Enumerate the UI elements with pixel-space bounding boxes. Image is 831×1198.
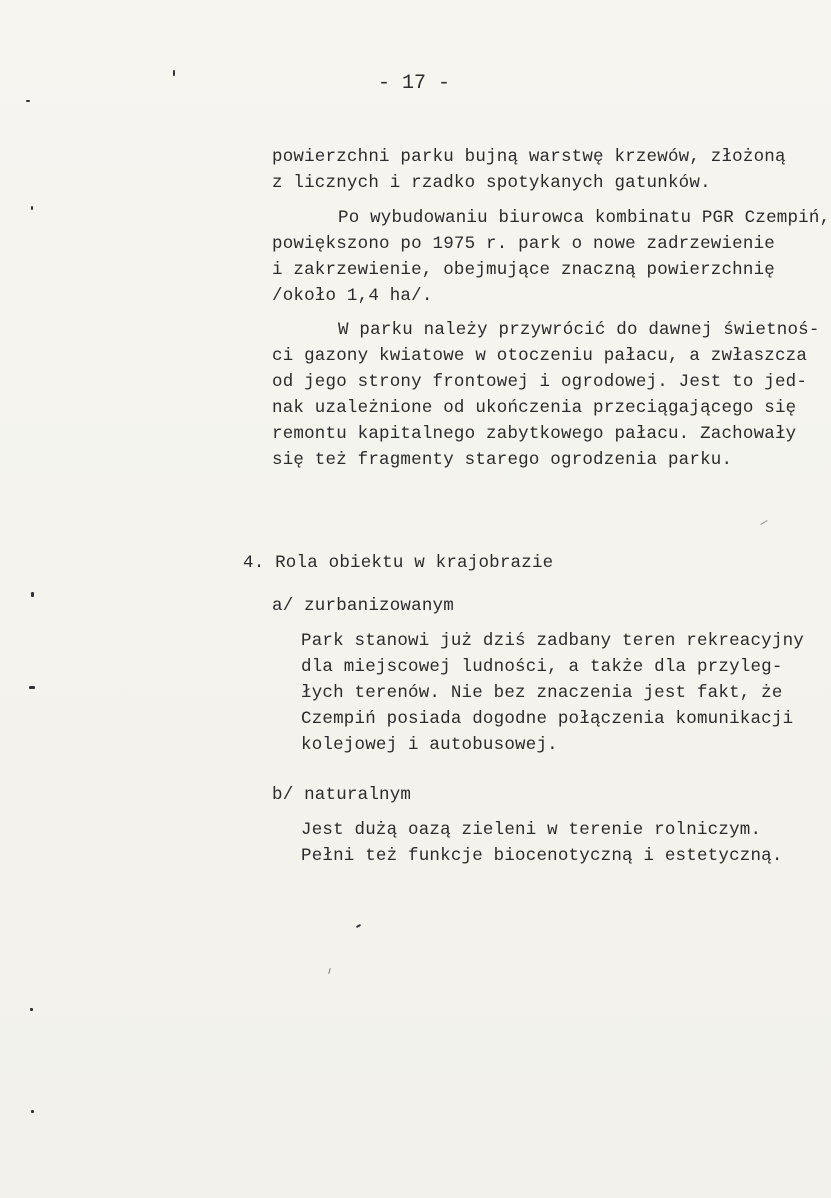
paragraph-2-line-4: /około 1,4 ha/. xyxy=(272,286,433,306)
subsection-b-label: b/ naturalnym xyxy=(272,785,412,805)
paragraph-2-line-1: Po wybudowaniu biurowca kombinatu PGR Czempiń, xyxy=(338,208,831,228)
paragraph-2-line-3: i zakrzewienie, obejmujące znaczną powierzchnię xyxy=(272,260,775,280)
scan-speck xyxy=(760,520,767,525)
paragraph-3-line-6: się też fragmenty starego ogrodzenia parku. xyxy=(272,450,733,470)
subsection-b-line-2: Pełni też funkcje biocenotyczną i estetyczną. xyxy=(301,846,783,866)
scan-speck xyxy=(31,206,33,210)
paragraph-2-line-2: powiększono po 1975 r. park o nowe zadrzewienie xyxy=(272,234,775,254)
subsection-a-line-4: Czempiń posiada dogodne połączenia komunikacji xyxy=(301,709,794,729)
section-heading: 4. Rola obiektu w krajobrazie xyxy=(243,553,554,573)
subsection-b-line-1: Jest dużą oazą zieleni w terenie rolniczym. xyxy=(301,820,762,840)
subsection-a-line-5: kolejowej i autobusowej. xyxy=(301,735,558,755)
scan-speck xyxy=(356,924,361,928)
scan-speck xyxy=(30,1008,33,1011)
scan-speck xyxy=(29,686,35,689)
paragraph-3-line-3: od jego strony frontowej i ogrodowej. Jest to jed- xyxy=(272,372,808,392)
scan-speck xyxy=(173,70,175,76)
page-number: - 17 - xyxy=(378,72,451,95)
subsection-a-label: a/ zurbanizowanym xyxy=(272,596,454,616)
scan-speck xyxy=(31,592,34,597)
scan-speck xyxy=(26,100,30,102)
paragraph-3-line-4: nak uzależnione od ukończenia przeciągającego się xyxy=(272,398,797,418)
paragraph-1-line-1: powierzchni parku bujną warstwę krzewów, złożoną xyxy=(272,147,786,167)
paragraph-3-line-2: ci gazony kwiatowe w otoczeniu pałacu, a zwłaszcza xyxy=(272,346,808,366)
scan-speck xyxy=(31,1110,34,1113)
paragraph-3-line-1: W parku należy przywrócić do dawnej świetnoś- xyxy=(338,320,820,340)
scan-speck xyxy=(328,968,331,974)
subsection-a-line-2: dla miejscowej ludności, a także dla przyleg- xyxy=(301,657,783,677)
subsection-a-line-1: Park stanowi już dziś zadbany teren rekreacyjny xyxy=(301,631,804,651)
paragraph-1-line-2: z licznych i rzadko spotykanych gatunków. xyxy=(272,173,711,193)
subsection-a-line-3: łych terenów. Nie bez znaczenia jest fakt, że xyxy=(301,683,783,703)
paragraph-3-line-5: remontu kapitalnego zabytkowego pałacu. Zachowały xyxy=(272,424,797,444)
